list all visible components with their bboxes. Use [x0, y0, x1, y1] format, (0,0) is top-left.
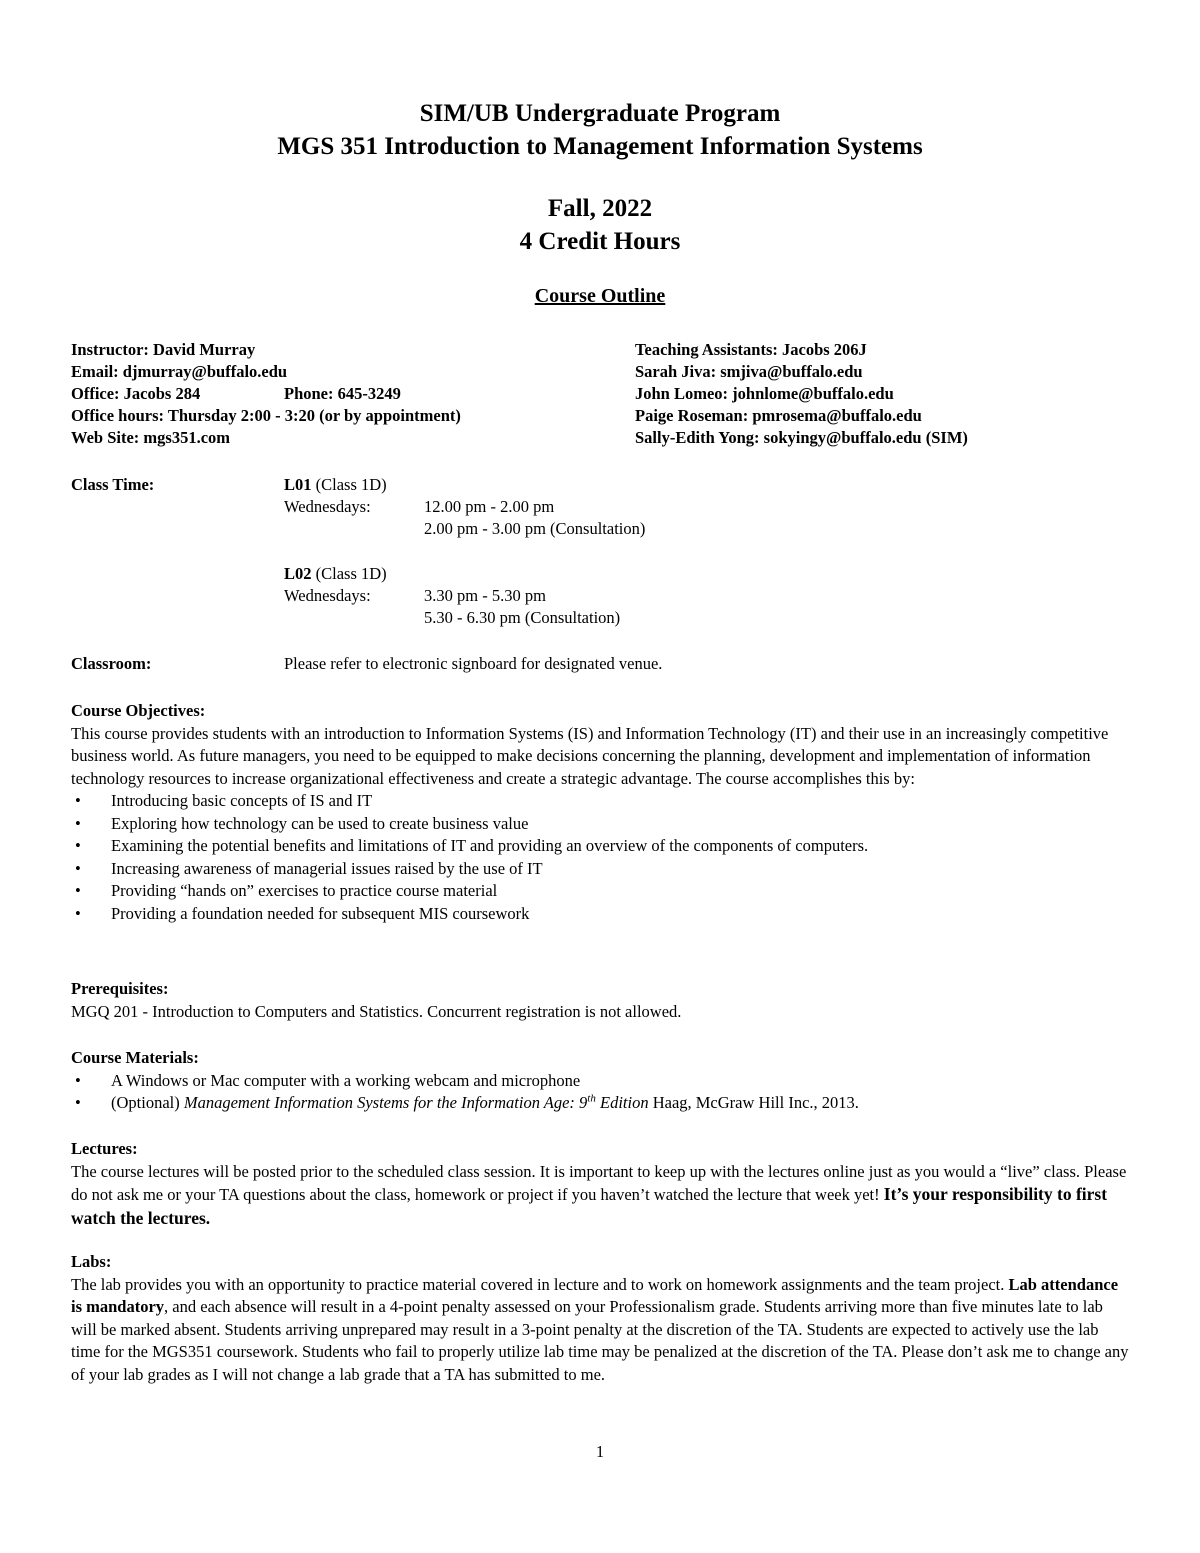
ta-item: John Lomeo: johnlome@buffalo.edu — [635, 384, 894, 403]
list-item: • Providing “hands on” exercises to practice course material — [71, 880, 1131, 903]
section-l02 — [284, 563, 387, 585]
list-item: • Exploring how technology can be used to create business value — [71, 813, 1131, 836]
page-number: 1 — [595, 1442, 605, 1461]
section-l01-consultation: 2.00 pm - 3.00 pm (Consultation) — [424, 519, 646, 538]
course-outline-heading — [0, 285, 1200, 308]
list-item: • (Optional) Management Information Systems for the Information Age: 9th Edition Haag, McGraw Hill Inc., 2013. — [71, 1092, 1131, 1115]
bullet-icon: • — [75, 1093, 81, 1112]
list-item: • A Windows or Mac computer with a working webcam and microphone — [71, 1070, 1131, 1093]
course-outline-label: Course Outline — [534, 285, 666, 307]
ta-heading: Teaching Assistants: Jacobs 206J — [635, 340, 867, 359]
section-l01-name: L01 — [284, 475, 312, 494]
section-l01 — [284, 474, 387, 496]
ta-item: Sarah Jiva: smjiva@buffalo.edu — [635, 362, 863, 381]
labs-section — [71, 1251, 1131, 1386]
prerequisites-section — [71, 978, 1131, 1023]
section-l02-day: Wednesdays: — [284, 586, 371, 605]
course-objectives-section — [71, 700, 1131, 925]
bullet-icon: • — [75, 791, 81, 810]
instructor-phone: Phone: 645-3249 — [284, 384, 401, 403]
section-l02-time: 3.30 pm - 5.30 pm — [424, 586, 546, 605]
office-hours: Office hours: Thursday 2:00 - 3:20 (or by appointment) — [71, 406, 461, 425]
bullet-icon: • — [75, 836, 81, 855]
lectures-section — [71, 1138, 1131, 1230]
textbook-title: Management Information Systems for the Information Age: 9 — [183, 1093, 588, 1112]
objectives-intro: This course provides students with an introduction to Information Systems (IS) and Information Technology (IT) and their use in an increasingly competitive business world. As future managers, you need to be equipped to make decisions concerning the planning, development and implementation of information technology resources to increase organizational effectiveness and create a strategic advantage. The course accomplishes this by: — [71, 723, 1109, 788]
bullet-icon: • — [75, 813, 81, 833]
instructor-name: Instructor: David Murray — [71, 340, 256, 359]
labs-text: The lab provides you with an opportunity to practice material covered in lecture and to work on homework assignments and the team project. Lab attendance is mandatory, and each absence will result in a 4-point penalty assessed on your Professionalism grade. Students arriving more than five minutes late to lab will be marked absent. Students arriving unprepared may result in a 3-point penalty at the discretion of the TA. Students are expected to actively use the lab time for the MGS351 coursework. Students who fail to properly utilize lab time may be penalized at the discretion of the TA. Please don’t ask me to change any of your lab grades as I will not change a lab grade that a TA has submitted to me. — [71, 1274, 1129, 1384]
instructor-email: Email: djmurray@buffalo.edu — [71, 362, 288, 381]
term: Fall, 2022 — [547, 195, 653, 222]
classroom-text: Please refer to electronic signboard for designated venue. — [284, 654, 663, 673]
labs-emphasis: Lab attendance is mandatory — [71, 1274, 1119, 1316]
section-l02-name: L02 — [284, 564, 312, 583]
course-title: MGS 351 Introduction to Management Information Systems — [277, 133, 923, 160]
objectives-list — [71, 790, 1131, 925]
list-item: • Examining the potential benefits and limitations of IT and providing an overview of the components of computers. — [71, 835, 1131, 858]
list-item: • Providing a foundation needed for subsequent MIS coursework — [71, 903, 1131, 926]
bullet-icon: • — [75, 1070, 81, 1090]
section-l01-day: Wednesdays: — [284, 497, 371, 516]
bullet-icon: • — [75, 881, 81, 900]
credit-hours: 4 Credit Hours — [519, 228, 681, 255]
section-heading: Course Materials: — [71, 1048, 199, 1067]
web-site: Web Site: mgs351.com — [71, 428, 231, 447]
course-materials-section — [71, 1047, 1131, 1115]
class-time-label: Class Time: — [71, 475, 155, 494]
list-item: • Introducing basic concepts of IS and IT — [71, 790, 1131, 813]
list-item: • Increasing awareness of managerial issues raised by the use of IT — [71, 858, 1131, 881]
instructor-office: Office: Jacobs 284 — [71, 384, 201, 403]
prerequisites-text: MGQ 201 - Introduction to Computers and Statistics. Concurrent registration is not allowed. — [71, 1001, 682, 1021]
ta-item: Paige Roseman: pmrosema@buffalo.edu — [635, 406, 922, 425]
section-l01-room: (Class 1D) — [311, 475, 387, 494]
ta-item: Sally-Edith Yong: sokyingy@buffalo.edu (SIM) — [635, 428, 968, 447]
lectures-emphasis: It’s your responsibility to first watch the lectures. — [71, 1184, 1108, 1228]
lectures-text: The course lectures will be posted prior to the scheduled class session. It is important to keep up with the lectures online just as you would a “live” class. Please do not ask me or your TA questions about the class, homework or project if you haven’t watched the lecture that week yet! It’s your responsibility to first watch the lectures. — [71, 1161, 1127, 1228]
program-title: SIM/UB Undergraduate Program — [419, 100, 781, 127]
section-heading: Course Objectives: — [71, 701, 206, 720]
section-l02-room: (Class 1D) — [311, 564, 387, 583]
bullet-icon: • — [75, 858, 81, 878]
section-heading: Labs: — [71, 1252, 112, 1271]
materials-list — [71, 1070, 1131, 1115]
classroom-label: Classroom: — [71, 654, 152, 673]
section-heading: Lectures: — [71, 1139, 138, 1158]
bullet-icon: • — [75, 903, 81, 923]
section-l02-consultation: 5.30 - 6.30 pm (Consultation) — [424, 608, 621, 627]
section-heading: Prerequisites: — [71, 979, 169, 998]
section-l01-time: 12.00 pm - 2.00 pm — [424, 497, 555, 516]
